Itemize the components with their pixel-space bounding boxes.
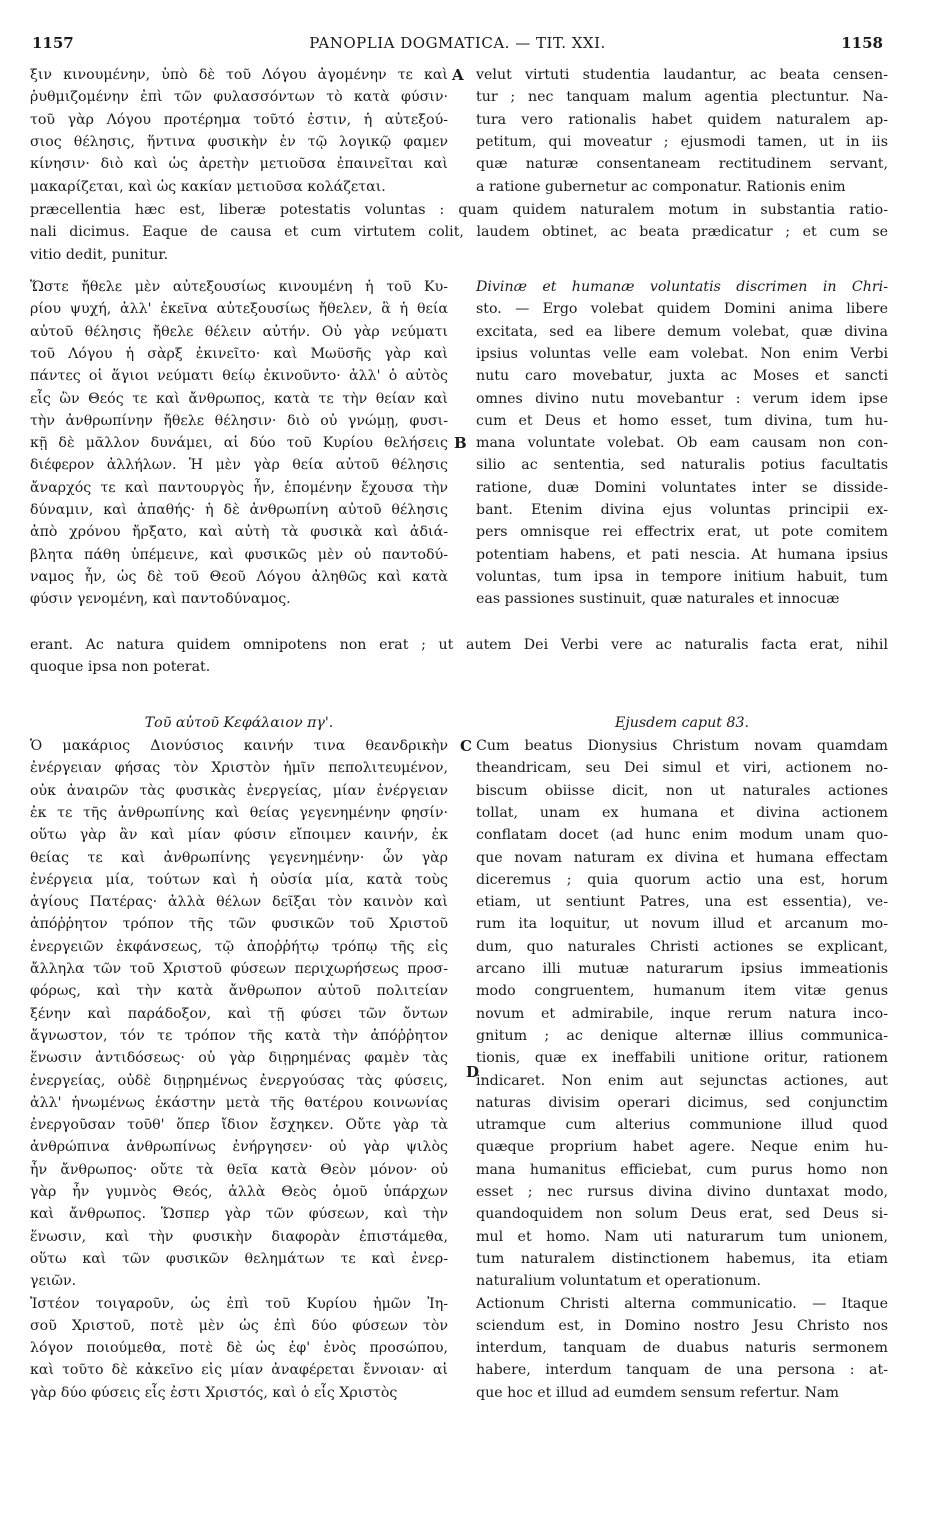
latin-text-line: tollat, unam ex humana et divina actionem	[476, 804, 888, 821]
latin-text-line: quandoquidem non solum Deus erat, sed Deus si-	[476, 1206, 888, 1223]
greek-text-line: καὶ ἄνθρωπος. Ὥσπερ γὰρ τῶν φύσεων, καὶ τὴν	[30, 1206, 448, 1223]
greek-text-line: ἐνέργειαν φήσας τὸν Χριστὸν ἡμῖν πεπολιτευμένον,	[30, 760, 448, 777]
margin-marker-d: D	[466, 1063, 480, 1081]
latin-text-line: quæque proprium habet agere. Neque enim hu-	[476, 1139, 888, 1156]
latin-text-line: biscum obiisse dicit, non ut naturales actiones	[476, 782, 888, 799]
greek-text-line: ἐκ τε τῆς ἀνθρωπίνης καὶ θείας γεγενημένην φησίν·	[30, 804, 448, 821]
greek-text-line: βλητα πάθη ὑπέμεινε, καὶ φυσικῶς μὲν οὐ παντοδύ-	[30, 546, 448, 563]
greek-text-line: ἀπὸ χρόνου ἤρξατο, καὶ αὐτὴ τὰ φυσικὰ καὶ ἀδιά-	[30, 524, 448, 541]
greek-text-line: ἐνεργείας, οὐδὲ διῃρημένως ἐνεργούσας τὰς φύσεις,	[30, 1072, 448, 1089]
greek-text-line: τὴν ἀνθρωπίνην ἤθελε θέλησιν· διὸ οὐ γνώμῃ, φυσι-	[30, 412, 448, 429]
margin-marker-a: A	[452, 66, 464, 84]
greek-text-line: δύναμιν, καὶ ἀπαθής· ἡ δὲ ἀνθρωπίνη αὐτοῦ θέλησις	[30, 502, 448, 518]
greek-text-line: ῥυθμιζομένην ἐπὶ τῶν φυλασσόντων τὸ κατὰ φύσιν·	[30, 89, 448, 106]
page-number-right: 1158	[841, 34, 883, 52]
greek-text-line: ἄλληλα τῶν τοῦ Χριστοῦ φύσεων περιχωρήσεως προσ-	[30, 961, 448, 977]
latin-text-line: voluntas, tum ipsa in tempore initium habuit, tum	[476, 568, 888, 585]
greek-text-line: γὰρ δύο φύσεις εἷς ἐστι Χριστός, καὶ ὁ εἷς Χριστὸς	[30, 1384, 398, 1401]
latin-text-line: Divinæ et humanæ voluntatis discrimen in Chri-	[476, 279, 888, 295]
latin-text-line: diceremus ; quia quorum actio una est, horum	[476, 871, 888, 888]
latin-text-line: tum naturalem distinctionem habemus, ita etiam	[476, 1250, 888, 1267]
latin-text-line: nutu caro movebatur, juxta ac Moses et sancti	[476, 368, 888, 385]
greek-text-line: Ὥστε ἤθελε μὲν αὐτεξουσίως κινουμένη ἡ τοῦ Κυ-	[30, 279, 448, 295]
latin-text-line: Cum beatus Dionysius Christum novam quamdam	[476, 738, 888, 754]
latin-text-line: dum, quo naturales Christi actiones se explicant,	[476, 938, 888, 955]
greek-text-line: Ὁ μακάριος Διονύσιος καινήν τινα θεανδρικὴν	[30, 738, 448, 754]
greek-text-line: κίνησιν· διὸ καὶ ὡς ἀρετὴν μετιοῦσα ἐπαινεῖται καὶ	[30, 156, 448, 173]
latin-text-full-line: erant. Ac natura quidem omnipotens non erat ; ut autem Dei Verbi vere ac naturalis facta erat, nihil	[30, 637, 888, 653]
greek-text-line: ἄναρχός τε καὶ παντουργὸς ἦν, ἑπομένην ἔχουσα τὴν	[30, 479, 448, 496]
latin-text-line: modo congruentem, humanum item vitæ genus	[476, 983, 888, 1000]
latin-text-line: naturalium voluntatum et operationum.	[476, 1273, 762, 1290]
greek-text-line: σοῦ Χριστοῦ, ποτὲ μὲν ὡς ἐπὶ δύο φύσεων τὸν	[30, 1317, 448, 1334]
greek-section-heading: Τοῦ αὐτοῦ Κεφάλαιον πγ'.	[144, 715, 334, 731]
greek-text-line: λόγον ποιούμεθα, ποτὲ δὲ ὡς ἐφ' ἑνὸς προσώπου,	[30, 1340, 448, 1357]
latin-text-line: Actionum Christi alterna communicatio. — Itaque	[476, 1295, 888, 1312]
latin-text-line: arcano illi mutuæ naturarum ipsius immeationis	[476, 961, 888, 977]
greek-text-line: κῇ δὲ μᾶλλον δυνάμει, αἱ δύο τοῦ Κυρίου θελήσεις	[30, 435, 448, 452]
greek-text-line: ἕνωσιν, καὶ τὴν φυσικὴν διαφορὰν ἐπιστάμεθα,	[30, 1228, 448, 1245]
greek-text-line: φόρως, καὶ τὴν κατὰ ἄνθρωπον αὐτοῦ πολιτείαν	[30, 983, 448, 1000]
greek-text-line: γὰρ ἦν γυμνὸς Θεός, ἀλλὰ Θεὸς ὁμοῦ ὑπάρχων	[30, 1184, 448, 1200]
greek-text-line: ἀνθρώπινα ἀνθρωπίνως ἐνήργησεν· οὐ γὰρ ψιλὸς	[30, 1139, 448, 1156]
greek-text-line: ἀλλ' ἡνωμένως ἑκάστην μετὰ τῆς θατέρου κοινωνίας	[30, 1094, 448, 1111]
greek-text-line: οὕτω γὰρ ἂν καὶ μίαν φύσιν εἴποιμεν καινήν, ἐκ	[30, 827, 448, 844]
latin-text-line: excitata, sed ea libere demum volebat, quæ divina	[476, 323, 888, 340]
greek-text-line: ἁγίους Πατέρας· ἀλλὰ θέλων δεῖξαι τὸν καινὸν καὶ	[30, 894, 448, 911]
latin-text-line: etiam, ut sentiunt Patres, una est essentia), ve-	[476, 894, 888, 911]
greek-text-line: ἕνωσιν ἀντιδόσεως· οὐ γὰρ διῃρημένας φαμὲν τὰς	[30, 1050, 448, 1067]
latin-text-line: mul et homo. Nam uti naturarum tum unionem,	[476, 1228, 888, 1245]
latin-text-line: velut virtuti studentia laudantur, ac beata censen-	[476, 67, 888, 83]
latin-text-line: potentiam habens, et pati nescia. At humana ipsius	[476, 546, 888, 563]
latin-text-line: que novam naturam ex divina et humana effectam	[476, 849, 888, 866]
latin-text-line: mana voluntate volebat. Ob eam causam non con-	[476, 435, 888, 452]
latin-text-line: conflatam docet (ad hunc enim modum unam quo-	[476, 827, 888, 844]
latin-text-line: bant. Etenim divina ejus voluntas principii ex-	[476, 502, 888, 518]
greek-text-line: πάντες οἱ ἅγιοι νεύματι θείῳ ἐκινοῦντο· ἀλλ' ὁ αὐτὸς	[30, 368, 448, 385]
latin-text-line: silio ac sententia, sed naturalis potius facultatis	[476, 457, 888, 474]
greek-text-line: ἦν ἄνθρωπος· οὔτε τὰ θεῖα κατὰ Θεὸν μόνον· οὐ	[30, 1161, 448, 1178]
latin-text-line: theandricam, seu Dei simul et viri, actionem no-	[476, 760, 888, 777]
latin-text-line: que hoc et illud ad eumdem sensum refertur. Nam	[476, 1384, 839, 1401]
greek-text-line: φύσιν γενομένη, καὶ παντοδύναμος.	[30, 591, 291, 608]
margin-marker-c: C	[460, 737, 472, 755]
greek-text-line: οὕτω καὶ τῶν φυσικῶν θελημάτων τε καὶ ἐνερ-	[30, 1250, 448, 1267]
greek-text-line: τοῦ γὰρ Λόγου προτέρημα τοῦτό ἐστιν, ἡ αὐτεξού-	[30, 111, 448, 128]
greek-text-line: ξένην καὶ παράδοξον, καὶ τῇ φύσει τῶν ὄντων	[30, 1005, 448, 1022]
latin-text-line: interdum, tanquam de duabus naturis sermonem	[476, 1340, 888, 1357]
greek-text-line: καὶ τοῦτο δὲ κἀκεῖνο εἰς μίαν ἀναφέρεται ἔννοιαν· αἱ	[30, 1362, 448, 1379]
latin-text-line: a ratione gubernetur ac componatur. Rationis enim	[476, 178, 846, 195]
greek-text-line: ἐνεργοῦσαν τοῦθ' ὅπερ ἴδιον ἔσχηκεν. Οὔτε γὰρ τὰ	[30, 1117, 448, 1134]
greek-text-line: οὐκ ἀναιρῶν τὰς φυσικὰς ἐνεργείας, μίαν ἐνέργειαν	[30, 782, 448, 799]
greek-text-line: θείας τε καὶ ἀνθρωπίνης γεγενημένην· ὧν γὰρ	[30, 849, 448, 866]
greek-text-line: ναμος ἦν, ὡς δὲ τοῦ Θεοῦ Λόγου ἀληθῶς καὶ κατὰ	[30, 568, 448, 585]
latin-text-line: ratione, duæ Domini voluntates inter se disside-	[476, 479, 888, 496]
latin-text-line: esset ; nec rursus divina divino duntaxat modo,	[476, 1184, 888, 1200]
latin-text-line: naturas divisim operari dicimus, sed conjunctim	[476, 1094, 888, 1111]
page-number-left: 1157	[32, 34, 74, 52]
latin-text-line: petitum, qui moveatur ; ejusmodi tamen, ut in iis	[476, 133, 888, 150]
running-header	[32, 34, 883, 56]
greek-text-line: διέφερον ἀλλήλων. Ἡ μὲν γὰρ θεία αὐτοῦ θέλησις	[30, 457, 448, 474]
latin-text-full-line: vitio dedit, punitur.	[30, 246, 169, 263]
latin-section-heading: Ejusdem caput 83.	[614, 715, 749, 731]
latin-text-line: quæ naturæ consentaneam rectitudinem servant,	[476, 156, 888, 173]
latin-text-line: utramque cum alterius communione illud quod	[476, 1117, 888, 1134]
latin-text-line: tionis, quæ ex ineffabili unitione oritur, rationem	[476, 1050, 888, 1067]
latin-text-line: mana humanitus efficiebat, cum purus homo non	[476, 1161, 888, 1178]
greek-text-line: εἷς ὢν Θεός τε καὶ ἄνθρωπος, κατὰ τε τὴν θείαν καὶ	[30, 390, 448, 407]
running-title: PANOPLIA DOGMATICA. — TIT. XXI.	[309, 34, 606, 52]
latin-text-line: sto. — Ergo volebat quidem Domini anima libere	[476, 301, 888, 318]
latin-text-line: habere, interdum tanquam de una persona : at-	[476, 1362, 888, 1379]
greek-text-line: ἐνέργεια μία, τούτων καὶ ἡ οὐσία μία, κατὰ τοὺς	[30, 871, 448, 888]
greek-text-line: ρίου ψυχή, ἀλλ' ἐκεῖνα αὐτεξουσίως ἤθελεν, ἃ ἡ θεία	[30, 301, 448, 318]
latin-text-line: sciendum est, in Domino nostro Jesu Christo nos	[476, 1317, 888, 1334]
latin-text-line: ipsius voluntas velle eam volebat. Non enim Verbi	[476, 345, 888, 362]
latin-text-line: omnes divino nutu movebantur : verum idem ipse	[476, 390, 888, 407]
latin-text-line: pers omnisque rei effectrix erat, ut pote comitem	[476, 524, 888, 541]
latin-text-line: novum et admirabile, inque rerum natura inco-	[476, 1005, 888, 1022]
latin-text-line: cum et Deus et homo esset, tum divina, tum hu-	[476, 412, 888, 429]
latin-text-line: eas passiones sustinuit, quæ naturales et innocuæ	[476, 591, 840, 608]
greek-text-line: τοῦ Λόγου ἡ σὰρξ ἐκινεῖτο· καὶ Μωϋσῆς γὰρ καὶ	[30, 345, 448, 362]
greek-text-line: γειῶν.	[30, 1273, 77, 1290]
latin-text-full-line: quoque ipsa non poterat.	[30, 659, 211, 676]
latin-text-line: indicaret. Non enim aut sejunctas actiones, aut	[476, 1072, 888, 1089]
greek-text-line: σιος θέλησις, ἥντινα φυσικὴν ἐν τῷ λογικῷ φαμεν	[30, 133, 448, 150]
latin-text-line: gnitum ; ac denique alternæ illius communica-	[476, 1027, 888, 1044]
greek-text-line: ἀπόῤῥητον τρόπον τῆς τῶν φυσικῶν τοῦ Χριστοῦ	[30, 916, 448, 933]
latin-text-line: rum ita loquitur, ut novum illud et arcanum mo-	[476, 916, 888, 933]
greek-text-line: ἄγνωστον, τόν τε τρόπον τῆς κατὰ τὴν ἀπόῤῥητον	[30, 1027, 448, 1044]
latin-text-line: tur ; nec tanquam malum agentia plectuntur. Na-	[476, 89, 888, 106]
greek-text-line: ἐνεργειῶν ἐκφάνσεως, τῷ ἀποῤῥήτῳ τρόπῳ τῆς εἰς	[30, 938, 448, 955]
greek-text-line: Ἰστέον τοιγαροῦν, ὡς ἐπὶ τοῦ Κυρίου ἡμῶν Ἰη-	[30, 1295, 448, 1312]
latin-text-full-line: præcellentia hæc est, liberæ potestatis voluntas : quam quidem naturalem motum in substantia ratio-	[30, 202, 888, 218]
greek-text-line: ξιν κινουμένην, ὑπὸ δὲ τοῦ Λόγου ἀγομένην τε καὶ	[30, 67, 448, 83]
greek-text-line: μακαρίζεται, καὶ ὡς κακίαν μετιοῦσα κολάζεται.	[30, 178, 386, 195]
greek-text-line: αὐτοῦ θέλησις ἤθελε θέλειν αὐτήν. Οὐ γὰρ νεύματι	[30, 323, 448, 340]
latin-text-line: tura vero rationalis habet quidem naturalem ap-	[476, 111, 888, 128]
margin-marker-b: B	[454, 434, 467, 452]
latin-text-full-line: nali dicimus. Eaque de causa et cum virtutem colit, laudem obtinet, ac beata prædicatur ; et cum se	[30, 224, 888, 241]
